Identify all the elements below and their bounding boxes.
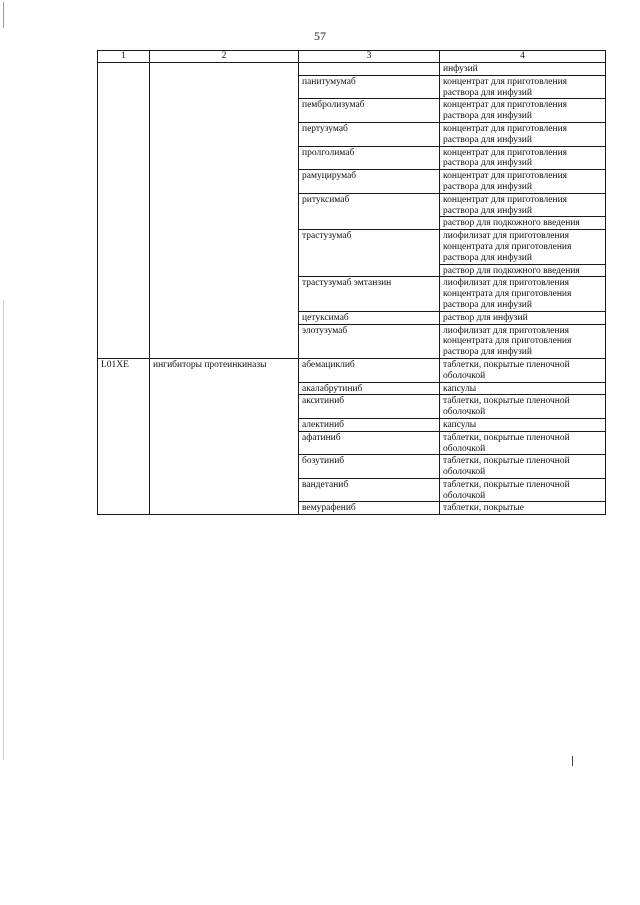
drug-name-cell: трастузумаб эмтанзин	[299, 277, 440, 311]
drug-name-cell: акситиниб	[299, 395, 440, 419]
drug-name-cell: вемурафениб	[299, 502, 440, 515]
drug-name-cell: трастузумаб	[299, 230, 440, 277]
dosage-form-cell: концентрат для приготовления раствора для инфузий	[440, 122, 606, 146]
column-header: 4	[440, 51, 606, 63]
drug-name-cell: цетуксимаб	[299, 311, 440, 324]
drug-name-cell: панитумумаб	[299, 75, 440, 99]
drug-name-cell: вандетаниб	[299, 478, 440, 502]
group-name-cell	[150, 63, 299, 359]
atc-code-cell	[98, 63, 150, 359]
dosage-form-cell: раствор для подкожного введения	[440, 264, 606, 277]
drug-table	[97, 50, 606, 515]
dosage-form-cell: концентрат для приготовления раствора для инфузий	[440, 146, 606, 170]
column-header: 2	[150, 51, 299, 63]
scan-edge-mark	[3, 300, 4, 760]
dosage-form-cell: капсулы	[440, 418, 606, 431]
dosage-form-cell: таблетки, покрытые пленочной оболочкой	[440, 455, 606, 479]
table-row	[98, 63, 606, 76]
dosage-form-cell: концентрат для приготовления раствора для инфузий	[440, 75, 606, 99]
drug-name-cell: пролголимаб	[299, 146, 440, 170]
scan-edge-mark	[3, 2, 4, 28]
dosage-form-cell: капсулы	[440, 382, 606, 395]
dosage-form-cell: таблетки, покрытые	[440, 502, 606, 515]
dosage-form-cell: лиофилизат для приготовления концентрата для приготовления раствора для инфузий	[440, 230, 606, 264]
table-body	[98, 63, 606, 515]
drug-name-cell: ритуксимаб	[299, 193, 440, 229]
column-header: 1	[98, 51, 150, 63]
drug-name-cell: пембролизумаб	[299, 99, 440, 123]
dosage-form-cell: раствор для инфузий	[440, 311, 606, 324]
drug-name-cell: пертузумаб	[299, 122, 440, 146]
drug-name-cell: абемациклиб	[299, 358, 440, 382]
dosage-form-cell: инфузий	[440, 63, 606, 76]
dosage-form-cell: лиофилизат для приготовления концентрата для приготовления раствора для инфузий	[440, 277, 606, 311]
dosage-form-cell: концентрат для приготовления раствора для инфузий	[440, 193, 606, 217]
drug-name-cell: элотузумаб	[299, 324, 440, 358]
table-row	[98, 358, 606, 382]
dosage-form-cell: таблетки, покрытые пленочной оболочкой	[440, 431, 606, 455]
dosage-form-cell: таблетки, покрытые пленочной оболочкой	[440, 358, 606, 382]
dosage-form-cell: раствор для подкожного введения	[440, 217, 606, 230]
dosage-form-cell: концентрат для приготовления раствора для инфузий	[440, 99, 606, 123]
drug-name-cell	[299, 63, 440, 76]
dosage-form-cell: концентрат для приготовления раствора для инфузий	[440, 170, 606, 194]
group-name-cell: ингибиторы протеинкиназы	[150, 358, 299, 514]
page-number: 57	[314, 29, 326, 43]
drug-name-cell: акалабрутиниб	[299, 382, 440, 395]
drug-name-cell: бозутиниб	[299, 455, 440, 479]
dosage-form-cell: таблетки, покрытые пленочной оболочкой	[440, 478, 606, 502]
margin-mark	[572, 756, 573, 766]
atc-code-cell: L01XE	[98, 358, 150, 514]
drug-name-cell: алектиниб	[299, 418, 440, 431]
dosage-form-cell: лиофилизат для приготовления концентрата для приготовления раствора для инфузий	[440, 324, 606, 358]
drug-name-cell: рамуцирумаб	[299, 170, 440, 194]
drug-name-cell: афатиниб	[299, 431, 440, 455]
header-row	[98, 51, 606, 63]
column-header: 3	[299, 51, 440, 63]
dosage-form-cell: таблетки, покрытые пленочной оболочкой	[440, 395, 606, 419]
